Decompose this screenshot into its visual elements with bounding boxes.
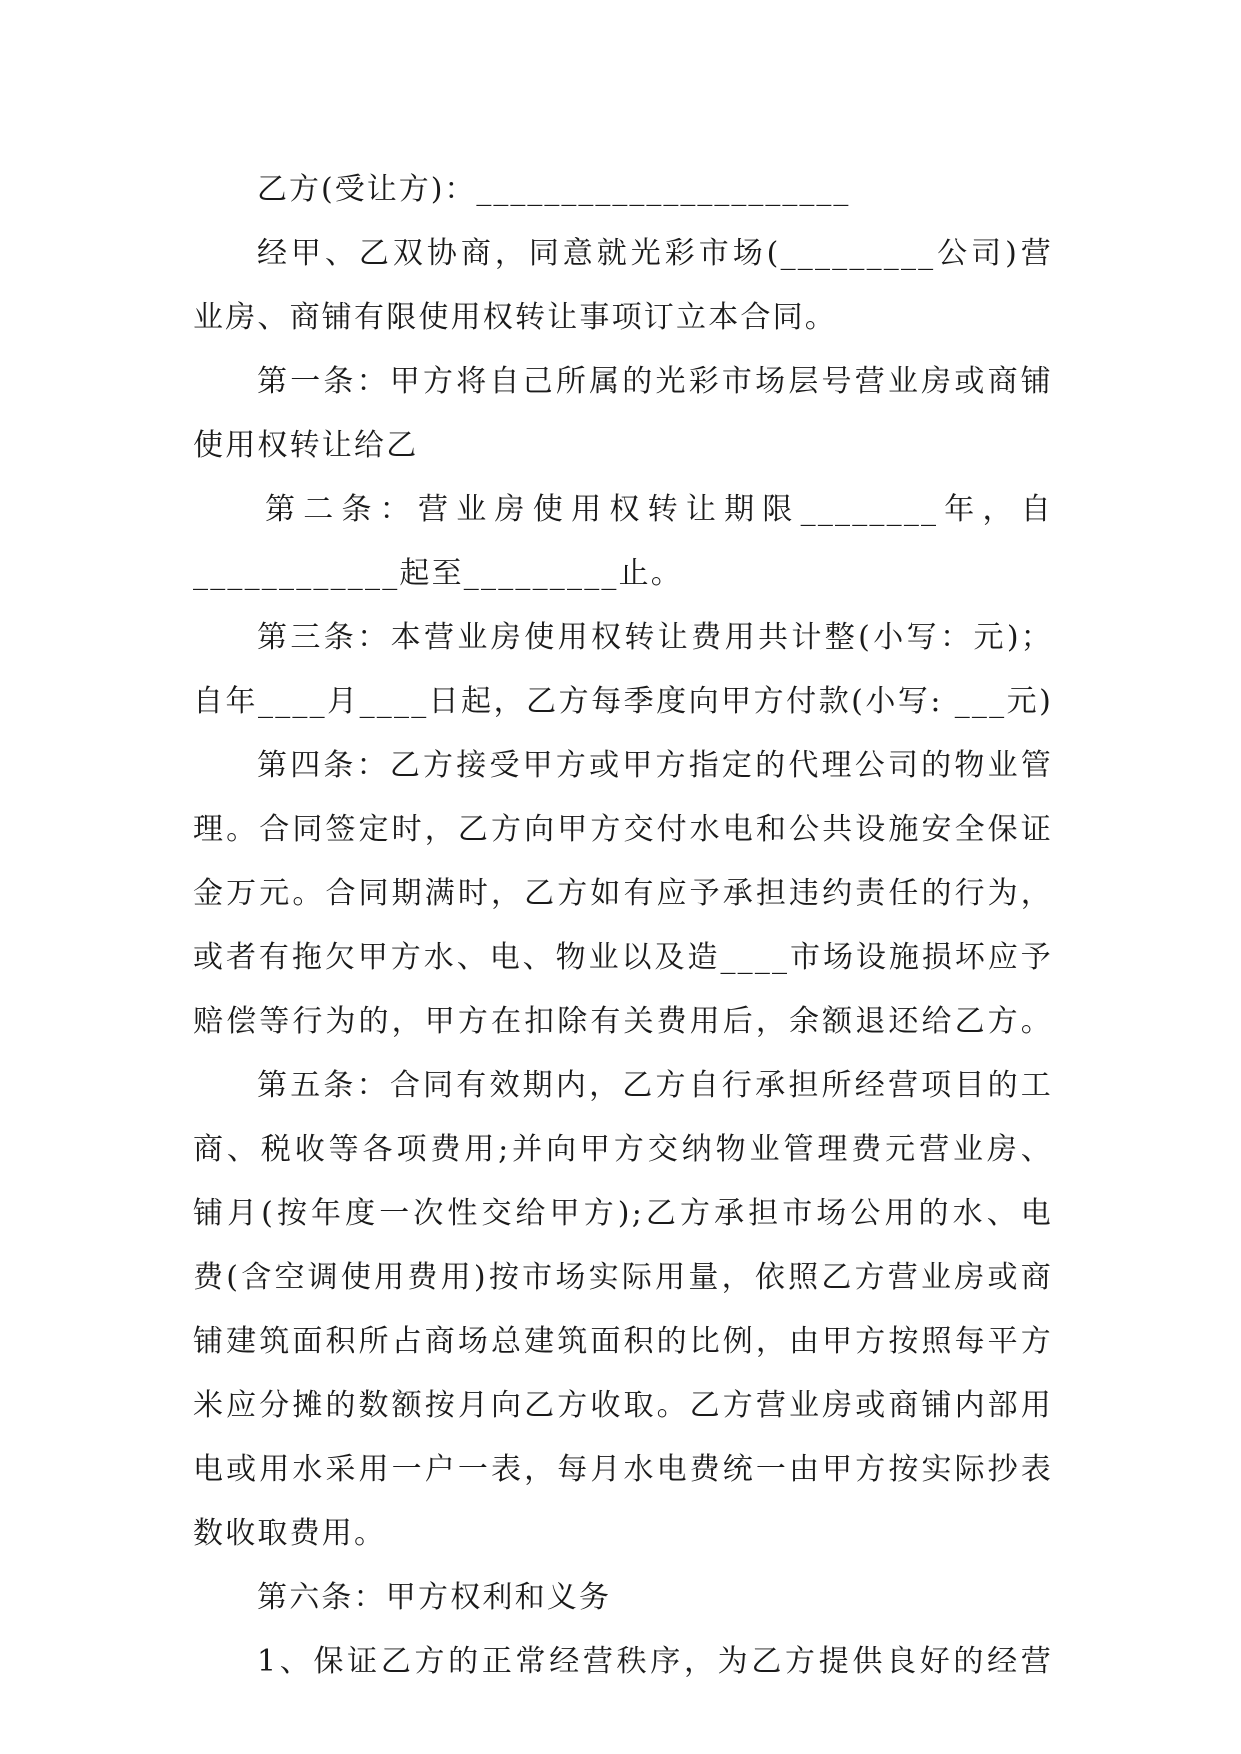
article-5-line-1: 第五条：合同有效期内，乙方自行承担所经营项目的工 [257, 1068, 1053, 1103]
article-5-line-8: 数收取费用。 [193, 1516, 387, 1551]
article-2-line-2: ____________起至_________止。 [193, 556, 683, 591]
article-5-line-2: 商、税收等各项费用;并向甲方交纳物业管理费元营业房、 [193, 1132, 1053, 1167]
article-5-line-5: 铺建筑面积所占商场总建筑面积的比例，由甲方按照每平方 [193, 1324, 1053, 1359]
article-5-line-7: 电或用水采用一户一表，每月水电费统一由甲方按实际抄表 [193, 1452, 1053, 1487]
document-body [193, 158, 1053, 1694]
article-3-line-1: 第三条：本营业房使用权转让费用共计整(小写：元)； [257, 620, 1053, 655]
article-5-line-4: 费(含空调使用费用)按市场实际用量，依照乙方营业房或商 [193, 1260, 1053, 1295]
article-1-line-1: 第一条：甲方将自己所属的光彩市场层号营业房或商铺 [257, 364, 1053, 399]
article-3-line-2: 自年____月____日起，乙方每季度向甲方付款(小写: ___元) [193, 684, 1053, 719]
article-6-heading: 第六条：甲方权利和义务 [257, 1580, 612, 1615]
article-4-line-4: 或者有拖欠甲方水、电、物业以及造____市场设施损坏应予 [193, 940, 1053, 975]
article-5-line-3: 铺月(按年度一次性交给甲方);乙方承担市场公用的水、电 [193, 1196, 1053, 1231]
preamble-line-1: 经甲、乙双协商，同意就光彩市场(_________公司)营 [257, 236, 1053, 271]
article-6-item-1: 1、保证乙方的正常经营秩序，为乙方提供良好的经营 [257, 1644, 1053, 1679]
preamble-line-2: 业房、商铺有限使用权转让事项订立本合同。 [193, 300, 837, 335]
article-1-line-2: 使用权转让给乙 [193, 428, 419, 463]
article-5-line-6: 米应分摊的数额按月向乙方收取。乙方营业房或商铺内部用 [193, 1388, 1053, 1423]
article-4-line-2: 理。合同签定时，乙方向甲方交付水电和公共设施安全保证 [193, 812, 1053, 847]
article-4-line-3: 金万元。合同期满时，乙方如有应予承担违约责任的行为， [193, 876, 1053, 911]
article-4-line-5: 赔偿等行为的，甲方在扣除有关费用后，余额退还给乙方。 [193, 1004, 1053, 1039]
article-4-line-1: 第四条：乙方接受甲方或甲方指定的代理公司的物业管 [257, 748, 1053, 783]
article-2-line-1: 第二条：营业房使用权转让期限________年，自 [265, 492, 1053, 527]
party-b-line: 乙方(受让方)：______________________ [257, 172, 851, 207]
